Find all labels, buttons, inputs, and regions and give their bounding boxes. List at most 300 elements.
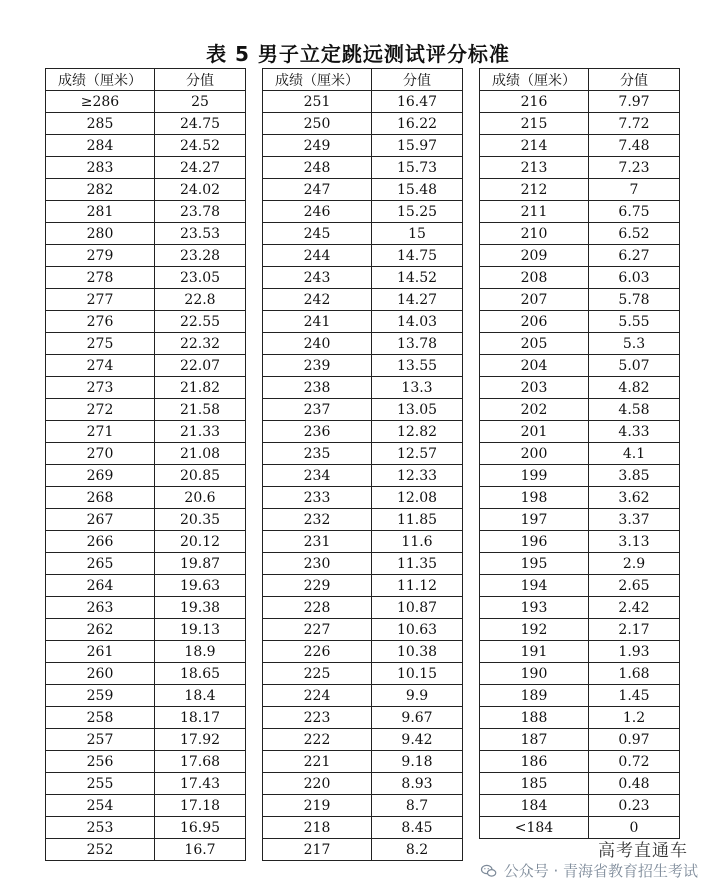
score-cell: 222 [263,729,372,751]
score-cell: 186 [480,751,589,773]
score-cell: 240 [263,333,372,355]
points-cell: 2.17 [589,619,680,641]
points-cell: 0.97 [589,729,680,751]
table-row [46,157,246,179]
points-cell: 11.85 [372,509,463,531]
points-cell: 15 [372,223,463,245]
points-cell: 5.55 [589,311,680,333]
table-row [46,443,246,465]
table-row [263,729,463,751]
points-cell: 18.4 [155,685,246,707]
points-cell: 0 [589,817,680,839]
score-cell: 275 [46,333,155,355]
score-cell: 215 [480,113,589,135]
points-cell: 7.97 [589,91,680,113]
score-cell: 270 [46,443,155,465]
points-cell: 15.48 [372,179,463,201]
score-cell: 233 [263,487,372,509]
points-cell: 21.58 [155,399,246,421]
score-cell: 276 [46,311,155,333]
score-cell: 211 [480,201,589,223]
table-row [263,421,463,443]
table-row [263,707,463,729]
table-row [46,597,246,619]
points-cell: 13.55 [372,355,463,377]
table-row [480,179,680,201]
table-row [480,355,680,377]
table-row [480,113,680,135]
table-row [263,531,463,553]
points-cell: 1.68 [589,663,680,685]
table-row [480,421,680,443]
header-points: 分值 [372,69,463,91]
points-cell: 24.75 [155,113,246,135]
score-cell: 196 [480,531,589,553]
table-row [263,267,463,289]
table-row [46,553,246,575]
points-cell: 3.62 [589,487,680,509]
points-cell: 24.02 [155,179,246,201]
score-cell: 216 [480,91,589,113]
score-cell: 242 [263,289,372,311]
table-row [46,575,246,597]
points-cell: 7.23 [589,157,680,179]
points-cell: 0.72 [589,751,680,773]
score-cell: 202 [480,399,589,421]
table-row [263,509,463,531]
table-row [46,223,246,245]
score-cell: 189 [480,685,589,707]
score-cell: 230 [263,553,372,575]
score-cell: 188 [480,707,589,729]
header-score: 成绩（厘米） [480,69,589,91]
score-cell: 280 [46,223,155,245]
header-points: 分值 [155,69,246,91]
score-cell: 228 [263,597,372,619]
table-row [480,641,680,663]
score-cell: 267 [46,509,155,531]
score-cell: 232 [263,509,372,531]
score-cell: 237 [263,399,372,421]
points-cell: 6.27 [589,245,680,267]
score-cell: 214 [480,135,589,157]
table-header-row [46,69,246,91]
score-cell: 206 [480,311,589,333]
table-row [480,729,680,751]
score-cell: <184 [480,817,589,839]
score-table-2 [262,68,463,861]
table-row [263,817,463,839]
table-row [263,135,463,157]
points-cell: 1.45 [589,685,680,707]
table-row [46,245,246,267]
points-cell: 11.6 [372,531,463,553]
points-cell: 16.22 [372,113,463,135]
score-cell: 231 [263,531,372,553]
table-row [480,267,680,289]
score-cell: 217 [263,839,372,861]
score-cell: 218 [263,817,372,839]
score-cell: 238 [263,377,372,399]
table-row [480,773,680,795]
score-cell: 248 [263,157,372,179]
score-cell: 192 [480,619,589,641]
score-cell: 194 [480,575,589,597]
points-cell: 17.43 [155,773,246,795]
points-cell: 5.78 [589,289,680,311]
score-cell: 190 [480,663,589,685]
table-row [263,377,463,399]
score-cell: 219 [263,795,372,817]
score-cell: 271 [46,421,155,443]
points-cell: 20.6 [155,487,246,509]
points-cell: 7.72 [589,113,680,135]
score-cell: 263 [46,597,155,619]
points-cell: 15.97 [372,135,463,157]
table-row [263,113,463,135]
score-cell: 195 [480,553,589,575]
table-row [263,641,463,663]
points-cell: 5.07 [589,355,680,377]
score-cell: 274 [46,355,155,377]
score-cell: 224 [263,685,372,707]
table-row [46,355,246,377]
points-cell: 10.63 [372,619,463,641]
table-row [480,487,680,509]
points-cell: 20.12 [155,531,246,553]
points-cell: 4.82 [589,377,680,399]
points-cell: 22.32 [155,333,246,355]
table-row [263,355,463,377]
score-cell: 207 [480,289,589,311]
table-row [263,751,463,773]
score-table-3 [479,68,680,839]
points-cell: 22.55 [155,311,246,333]
score-cell: 272 [46,399,155,421]
table-row [480,201,680,223]
score-cell: 234 [263,465,372,487]
points-cell: 13.3 [372,377,463,399]
score-table-1 [45,68,246,861]
table-row [46,817,246,839]
points-cell: 14.52 [372,267,463,289]
table-row [480,443,680,465]
points-cell: 20.35 [155,509,246,531]
table-row [46,421,246,443]
table-row [263,685,463,707]
score-cell: 264 [46,575,155,597]
points-cell: 11.12 [372,575,463,597]
score-cell: 255 [46,773,155,795]
table-row [46,773,246,795]
points-cell: 14.75 [372,245,463,267]
points-cell: 9.9 [372,685,463,707]
score-cell: 258 [46,707,155,729]
score-cell: 193 [480,597,589,619]
points-cell: 4.33 [589,421,680,443]
points-cell: 9.67 [372,707,463,729]
points-cell: 5.3 [589,333,680,355]
points-cell: 12.57 [372,443,463,465]
points-cell: 11.35 [372,553,463,575]
table-row [46,289,246,311]
table-row [480,377,680,399]
table-row [46,465,246,487]
points-cell: 0.48 [589,773,680,795]
points-cell: 9.42 [372,729,463,751]
points-cell: 17.68 [155,751,246,773]
table-row [46,663,246,685]
points-cell: 2.42 [589,597,680,619]
points-cell: 10.87 [372,597,463,619]
score-cell: 225 [263,663,372,685]
points-cell: 21.33 [155,421,246,443]
table-row [480,619,680,641]
score-cell: 279 [46,245,155,267]
score-cell: 220 [263,773,372,795]
table-row [46,487,246,509]
points-cell: 3.85 [589,465,680,487]
points-cell: 19.87 [155,553,246,575]
table-row [263,597,463,619]
table-row [46,795,246,817]
table-row [263,157,463,179]
table-row [480,509,680,531]
points-cell: 20.85 [155,465,246,487]
score-cell: 253 [46,817,155,839]
table-row [263,223,463,245]
header-points: 分值 [589,69,680,91]
table-row [46,641,246,663]
points-cell: 19.63 [155,575,246,597]
points-cell: 3.37 [589,509,680,531]
table-row [480,553,680,575]
score-cell: 227 [263,619,372,641]
score-cell: 251 [263,91,372,113]
score-cell: 184 [480,795,589,817]
table-row [480,751,680,773]
table-row [480,91,680,113]
score-cell: 226 [263,641,372,663]
points-cell: 14.03 [372,311,463,333]
points-cell: 24.27 [155,157,246,179]
score-cell: 187 [480,729,589,751]
score-cell: 261 [46,641,155,663]
watermark-text: 公众号 · 青海省教育招生考试 [503,862,698,880]
score-cell: 185 [480,773,589,795]
score-cell: 283 [46,157,155,179]
table-row [263,91,463,113]
score-cell: 213 [480,157,589,179]
points-cell: 7 [589,179,680,201]
score-cell: 245 [263,223,372,245]
score-cell: 269 [46,465,155,487]
points-cell: 8.7 [372,795,463,817]
score-cell: 236 [263,421,372,443]
header-score: 成绩（厘米） [46,69,155,91]
points-cell: 19.13 [155,619,246,641]
table-row [263,289,463,311]
score-cell: 203 [480,377,589,399]
score-cell: 257 [46,729,155,751]
table-row [480,685,680,707]
points-cell: 21.82 [155,377,246,399]
table-row [263,663,463,685]
score-cell: 244 [263,245,372,267]
points-cell: 2.9 [589,553,680,575]
points-cell: 7.48 [589,135,680,157]
score-cell: 247 [263,179,372,201]
score-cell: 221 [263,751,372,773]
score-cell: 208 [480,267,589,289]
wechat-icon [480,862,498,880]
table-header-row [263,69,463,91]
table-header-row [480,69,680,91]
score-cell: 223 [263,707,372,729]
table-row [46,707,246,729]
points-cell: 21.08 [155,443,246,465]
points-cell: 12.33 [372,465,463,487]
points-cell: 16.7 [155,839,246,861]
watermark-brand: 高考直通车 [598,841,688,861]
table-row [263,619,463,641]
score-cell: 246 [263,201,372,223]
table-row [46,751,246,773]
table-row [480,465,680,487]
points-cell: 6.03 [589,267,680,289]
score-cell: 284 [46,135,155,157]
table-row [46,399,246,421]
table-row [46,267,246,289]
table-row [263,795,463,817]
table-row [263,245,463,267]
points-cell: 9.18 [372,751,463,773]
score-cell: 204 [480,355,589,377]
points-cell: 17.18 [155,795,246,817]
score-cell: 198 [480,487,589,509]
table-row [263,465,463,487]
score-cell: 268 [46,487,155,509]
points-cell: 3.13 [589,531,680,553]
points-cell: 1.93 [589,641,680,663]
table-row [263,839,463,861]
table-row [480,597,680,619]
score-cell: 210 [480,223,589,245]
score-cell: 191 [480,641,589,663]
score-cell: 241 [263,311,372,333]
header-score: 成绩（厘米） [263,69,372,91]
table-row [480,575,680,597]
score-cell: 259 [46,685,155,707]
score-cell: 278 [46,267,155,289]
points-cell: 25 [155,91,246,113]
table-row [263,311,463,333]
table-row [263,487,463,509]
points-cell: 23.53 [155,223,246,245]
points-cell: 6.52 [589,223,680,245]
table-row [480,223,680,245]
table-row [480,311,680,333]
score-cell: 260 [46,663,155,685]
points-cell: 18.17 [155,707,246,729]
table-row [263,553,463,575]
table-row [46,377,246,399]
score-cell: 250 [263,113,372,135]
table-row [46,839,246,861]
points-cell: 18.65 [155,663,246,685]
points-cell: 13.05 [372,399,463,421]
table-row [46,333,246,355]
points-cell: 12.08 [372,487,463,509]
table-row [263,333,463,355]
table-row [263,179,463,201]
table-row [480,399,680,421]
table-row [480,289,680,311]
table-row [46,113,246,135]
score-cell: 273 [46,377,155,399]
table-row [263,443,463,465]
table-row [480,663,680,685]
table-row [480,333,680,355]
table-row [46,685,246,707]
points-cell: 10.38 [372,641,463,663]
score-cell: 254 [46,795,155,817]
points-cell: 23.78 [155,201,246,223]
table-row [46,91,246,113]
table-row [263,201,463,223]
score-cell: 239 [263,355,372,377]
score-cell: 277 [46,289,155,311]
score-cell: 243 [263,267,372,289]
table-row [263,773,463,795]
score-cell: 256 [46,751,155,773]
score-cell: 199 [480,465,589,487]
points-cell: 18.9 [155,641,246,663]
page-title: 表 5 男子立定跳远测试评分标准 [206,42,510,66]
score-cell: 209 [480,245,589,267]
score-cell: 281 [46,201,155,223]
score-cell: 200 [480,443,589,465]
points-cell: 14.27 [372,289,463,311]
score-cell: 201 [480,421,589,443]
points-cell: 22.8 [155,289,246,311]
table-row [46,135,246,157]
points-cell: 4.1 [589,443,680,465]
table-row [480,245,680,267]
points-cell: 8.93 [372,773,463,795]
table-row [46,619,246,641]
points-cell: 8.45 [372,817,463,839]
points-cell: 17.92 [155,729,246,751]
score-cell: 235 [263,443,372,465]
points-cell: 16.47 [372,91,463,113]
points-cell: 13.78 [372,333,463,355]
table-row [263,399,463,421]
score-cell: 205 [480,333,589,355]
table-row [46,531,246,553]
points-cell: 2.65 [589,575,680,597]
points-cell: 23.05 [155,267,246,289]
points-cell: 24.52 [155,135,246,157]
points-cell: 8.2 [372,839,463,861]
score-cell: 265 [46,553,155,575]
table-row [263,575,463,597]
points-cell: 16.95 [155,817,246,839]
table-row [480,795,680,817]
points-cell: 15.73 [372,157,463,179]
points-cell: 0.23 [589,795,680,817]
score-cell: 285 [46,113,155,135]
